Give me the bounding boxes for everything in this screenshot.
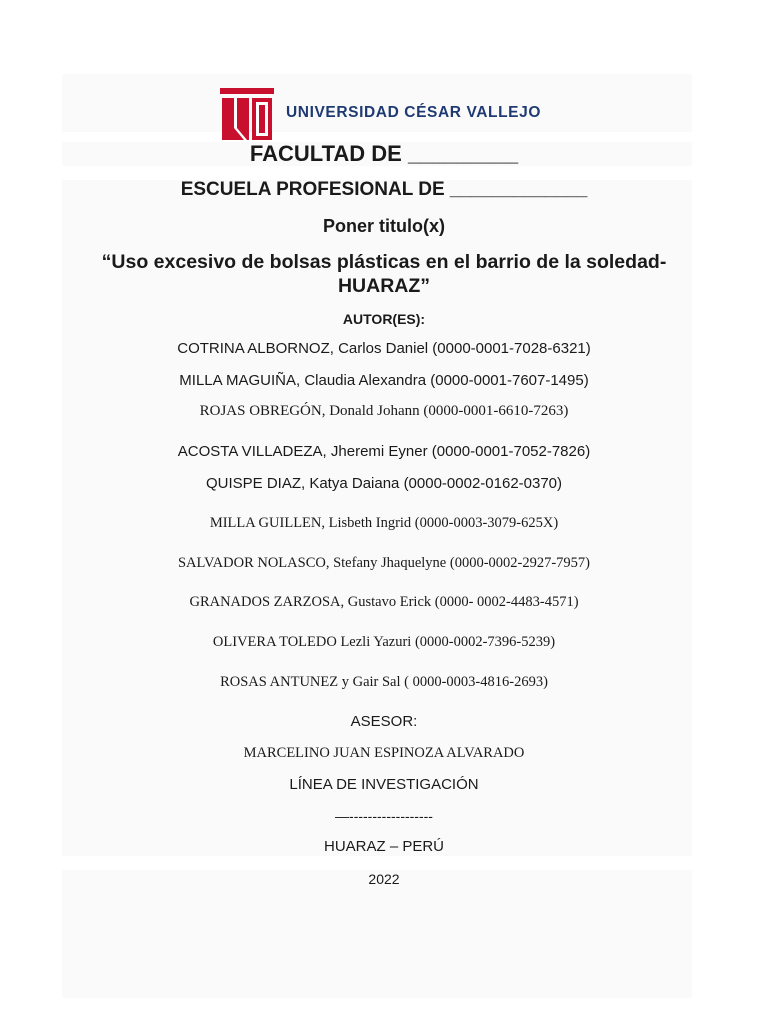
advisor-name: MARCELINO JUAN ESPINOZA ALVARADO <box>243 745 525 761</box>
title-prompt: Poner titulo(x) <box>323 216 445 236</box>
author-8: GRANADOS ZARZOSA, Gustavo Erick (0000- 0002-4483-4571) <box>189 594 579 610</box>
author-1: COTRINA ALBORNOZ, Carlos Daniel (0000-0001-7028-6321) <box>177 340 591 357</box>
school-heading: ESCUELA PROFESIONAL DE _____________ <box>180 179 588 200</box>
faculty-heading: FACULTAD DE _________ <box>249 141 519 166</box>
author-5: QUISPE DIAZ, Katya Daiana (0000-0002-0162-0370) <box>205 475 563 492</box>
year: 2022 <box>368 871 400 887</box>
thesis-title-line1: “Uso excesivo de bolsas plásticas en el barrio de la soledad- <box>101 251 667 273</box>
advisor-heading: ASESOR: <box>350 713 418 730</box>
author-6: MILLA GUILLEN, Lisbeth Ingrid (0000-0003-3079-625X) <box>209 515 559 531</box>
authors-heading: AUTOR(ES): <box>342 311 426 327</box>
author-3: ROJAS OBREGÓN, Donald Johann (0000-0001-6610-7263) <box>199 403 569 419</box>
footer-band <box>62 870 692 998</box>
research-line-value: —------------------ <box>335 808 433 824</box>
university-logo <box>220 88 541 140</box>
thesis-title-line2: HUARAZ” <box>337 275 431 297</box>
author-7: SALVADOR NOLASCO, Stefany Jhaquelyne (0000-0002-2927-7957) <box>177 555 591 571</box>
ucv-shield-icon <box>220 88 276 140</box>
author-2: MILLA MAGUIÑA, Claudia Alexandra (0000-0001-7607-1495) <box>179 372 589 389</box>
author-10: ROSAS ANTUNEZ y Gair Sal ( 0000-0003-4816-2693) <box>220 674 548 690</box>
author-4: ACOSTA VILLADEZA, Jheremi Eyner (0000-0001-7052-7826) <box>177 443 591 460</box>
place: HUARAZ – PERÚ <box>323 838 445 855</box>
author-9: OLIVERA TOLEDO Lezli Yazuri (0000-0002-7396-5239) <box>212 634 556 650</box>
research-line-heading: LÍNEA DE INVESTIGACIÓN <box>289 776 479 793</box>
logo-text: UNIVERSIDAD CÉSAR VALLEJO <box>286 104 541 121</box>
